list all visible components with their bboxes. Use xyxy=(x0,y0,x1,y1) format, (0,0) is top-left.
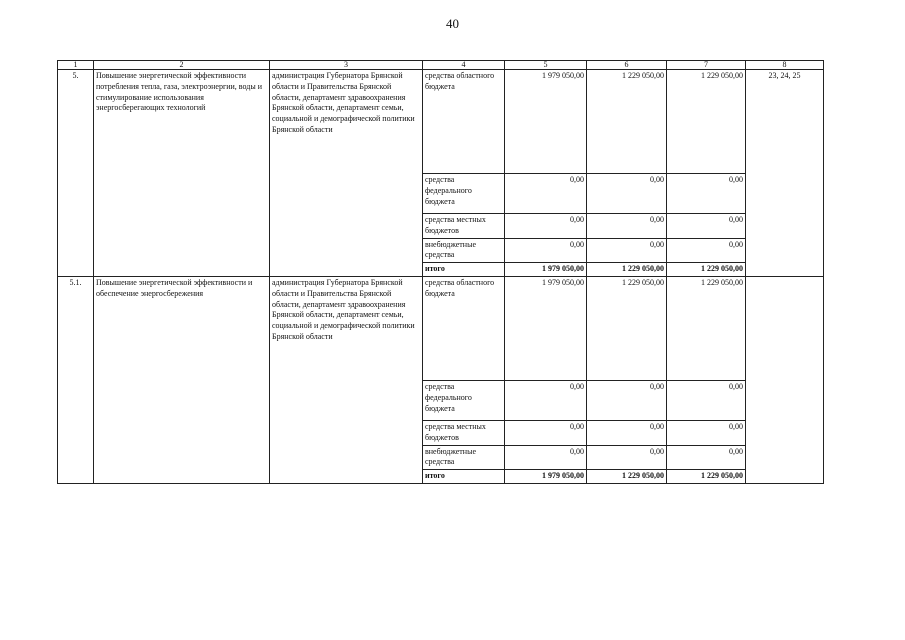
item-name: Повышение энергетической эффективности и обеспечение энергосбережения xyxy=(94,276,270,483)
item-executor: администрация Губернатора Брянской области и Правительства Брянской области, департамент здравоохранения Брянской области, департамент семьи, социальной и демографической политики Брянской области xyxy=(270,276,423,483)
funding-source: средства местных бюджетов xyxy=(423,214,505,239)
item-number: 5.1. xyxy=(58,276,94,483)
item-name: Повышение энергетической эффективности потребления тепла, газа, электроэнергии, воды и стимулирование использования энергосберегающих технологий xyxy=(94,70,270,277)
indicator-numbers xyxy=(746,276,824,483)
value-cell: 0,00 xyxy=(505,238,587,263)
value-cell: 0,00 xyxy=(587,214,667,239)
value-cell: 1 229 050,00 xyxy=(667,276,746,380)
column-header: 2 xyxy=(94,61,270,70)
value-cell: 0,00 xyxy=(587,445,667,470)
value-cell: 1 979 050,00 xyxy=(505,276,587,380)
value-cell: 0,00 xyxy=(505,445,587,470)
funding-source: итого xyxy=(423,470,505,484)
value-cell: 1 229 050,00 xyxy=(667,70,746,174)
value-cell: 0,00 xyxy=(505,380,587,420)
value-cell: 0,00 xyxy=(587,420,667,445)
column-header: 5 xyxy=(505,61,587,70)
column-header: 8 xyxy=(746,61,824,70)
column-number-row xyxy=(58,61,824,70)
page-number: 40 xyxy=(446,16,459,31)
column-header: 6 xyxy=(587,61,667,70)
funding-source: внебюджетные средства xyxy=(423,445,505,470)
column-header: 1 xyxy=(58,61,94,70)
value-cell: 0,00 xyxy=(587,238,667,263)
value-cell: 0,00 xyxy=(587,380,667,420)
value-cell: 1 979 050,00 xyxy=(505,70,587,174)
value-cell: 1 979 050,00 xyxy=(505,470,587,484)
value-cell: 1 229 050,00 xyxy=(587,263,667,277)
table-row xyxy=(58,70,824,174)
value-cell: 0,00 xyxy=(667,445,746,470)
value-cell: 1 979 050,00 xyxy=(505,263,587,277)
indicator-numbers: 23, 24, 25 xyxy=(746,70,824,277)
value-cell: 0,00 xyxy=(667,380,746,420)
budget-table xyxy=(57,60,824,484)
value-cell: 0,00 xyxy=(505,214,587,239)
item-number: 5. xyxy=(58,70,94,277)
column-header: 7 xyxy=(667,61,746,70)
value-cell: 0,00 xyxy=(667,214,746,239)
funding-source: средства областного бюджета xyxy=(423,276,505,380)
value-cell: 1 229 050,00 xyxy=(667,263,746,277)
value-cell: 0,00 xyxy=(505,420,587,445)
value-cell: 0,00 xyxy=(587,174,667,214)
funding-source: внебюджетные средства xyxy=(423,238,505,263)
value-cell: 0,00 xyxy=(505,174,587,214)
column-header: 4 xyxy=(423,61,505,70)
value-cell: 1 229 050,00 xyxy=(587,70,667,174)
value-cell: 0,00 xyxy=(667,174,746,214)
value-cell: 1 229 050,00 xyxy=(667,470,746,484)
table-row xyxy=(58,276,824,380)
value-cell: 1 229 050,00 xyxy=(587,276,667,380)
item-executor: администрация Губернатора Брянской области и Правительства Брянской области, департамент здравоохранения Брянской области, департамент семьи, социальной и демографической политики Брянской области xyxy=(270,70,423,277)
funding-source: итого xyxy=(423,263,505,277)
funding-source: средства федерального бюджета xyxy=(423,174,505,214)
column-header: 3 xyxy=(270,61,423,70)
funding-source: средства местных бюджетов xyxy=(423,420,505,445)
value-cell: 0,00 xyxy=(667,238,746,263)
value-cell: 0,00 xyxy=(667,420,746,445)
value-cell: 1 229 050,00 xyxy=(587,470,667,484)
funding-source: средства федерального бюджета xyxy=(423,380,505,420)
funding-source: средства областного бюджета xyxy=(423,70,505,174)
